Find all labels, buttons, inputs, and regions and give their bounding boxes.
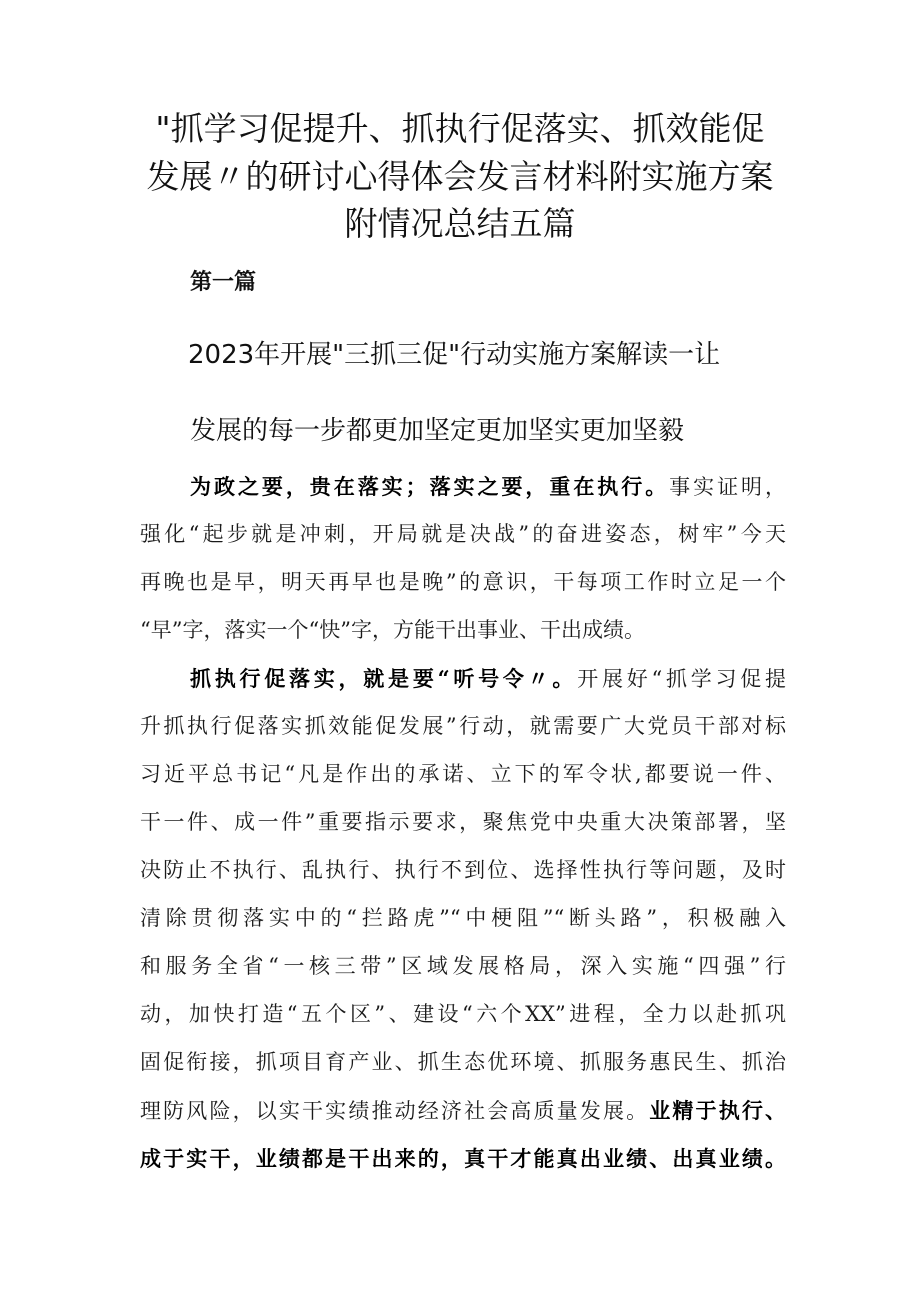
document-title-line-1: "抓学习促提升、抓执行促落实、抓效能促 bbox=[155, 109, 765, 148]
paragraph-2-line-7: 和服务全省“一核三带”区域发展格局，深入实施“四强”行 bbox=[140, 954, 786, 978]
subtitle-line-2: 发展的每一步都更加坚定更加坚实更加坚毅 bbox=[190, 416, 685, 446]
paragraph-2-line-1 bbox=[190, 668, 786, 690]
paragraph-2-line-5: 决防止不执行、乱执行、执行不到位、选择性执行等问题，及时 bbox=[140, 858, 786, 882]
document-title-line-2: 发展〃的研讨心得体会发言材料附实施方案 bbox=[146, 157, 774, 196]
paragraph-2-line-11 bbox=[140, 1148, 786, 1170]
paragraph-2-closing-emphasis: 业精于执行、 bbox=[649, 1098, 787, 1123]
document-title-line-3: 附情况总结五篇 bbox=[344, 204, 576, 243]
paragraph-2-line-1-text: 开展好“抓学习促提 bbox=[577, 667, 786, 691]
paragraph-2-line-8: 动，加快打造“五个区”、建设“六个XX”进程，全力以赴抓巩 bbox=[140, 1002, 786, 1026]
paragraph-1-line-2: 强化“起步就是冲刺，开局就是决战”的奋进姿态，树牢”今天 bbox=[140, 522, 786, 546]
paragraph-1-line-4: “早”字，落实一个“快”字，方能干出事业、干出成绩。 bbox=[140, 618, 645, 642]
paragraph-2-line-10-text: 理防风险，以实干实绩推动经济社会高质量发展。 bbox=[140, 1099, 650, 1123]
paragraph-2-line-3: 习近平总书记“凡是作出的承诺、立下的军令状,都要说一件、 bbox=[140, 762, 786, 786]
subtitle-line-1: 2023年开展"三抓三促"行动实施方案解读一让 bbox=[188, 340, 721, 370]
paragraph-2-line-9: 固促衔接，抓项目育产业、抓生态优环境、抓服务惠民生、抓治 bbox=[140, 1050, 786, 1074]
paragraph-2-line-10 bbox=[140, 1100, 786, 1122]
section-label: 第一篇 bbox=[190, 270, 257, 295]
paragraph-2-emphasis: 抓执行促落实，就是要“听号令〃。 bbox=[190, 666, 578, 691]
paragraph-1-emphasis: 为政之要，贵在落实；落实之要，重在执行。 bbox=[190, 474, 670, 499]
paragraph-2-line-6: 清除贯彻落实中的“拦路虎”“中梗阻”“断头路”，积极融入 bbox=[140, 906, 786, 930]
paragraph-2-line-4: 干一件、成一件”重要指示要求，聚焦党中央重大决策部署，坚 bbox=[140, 810, 786, 834]
paragraph-1-line-3: 再晚也是早，明天再早也是晚”的意识，干每项工作时立足一个 bbox=[140, 570, 786, 594]
paragraph-2-line-2: 升抓执行促落实抓效能促发展”行动，就需要广大党员干部对标 bbox=[140, 714, 786, 738]
paragraph-2-final-emphasis: 成于实干，业绩都是干出来的，真干才能真出业绩、出真业绩。 bbox=[140, 1146, 786, 1171]
paragraph-1-line-1 bbox=[190, 476, 786, 498]
paragraph-1-line-1-text: 事实证明， bbox=[669, 475, 787, 499]
